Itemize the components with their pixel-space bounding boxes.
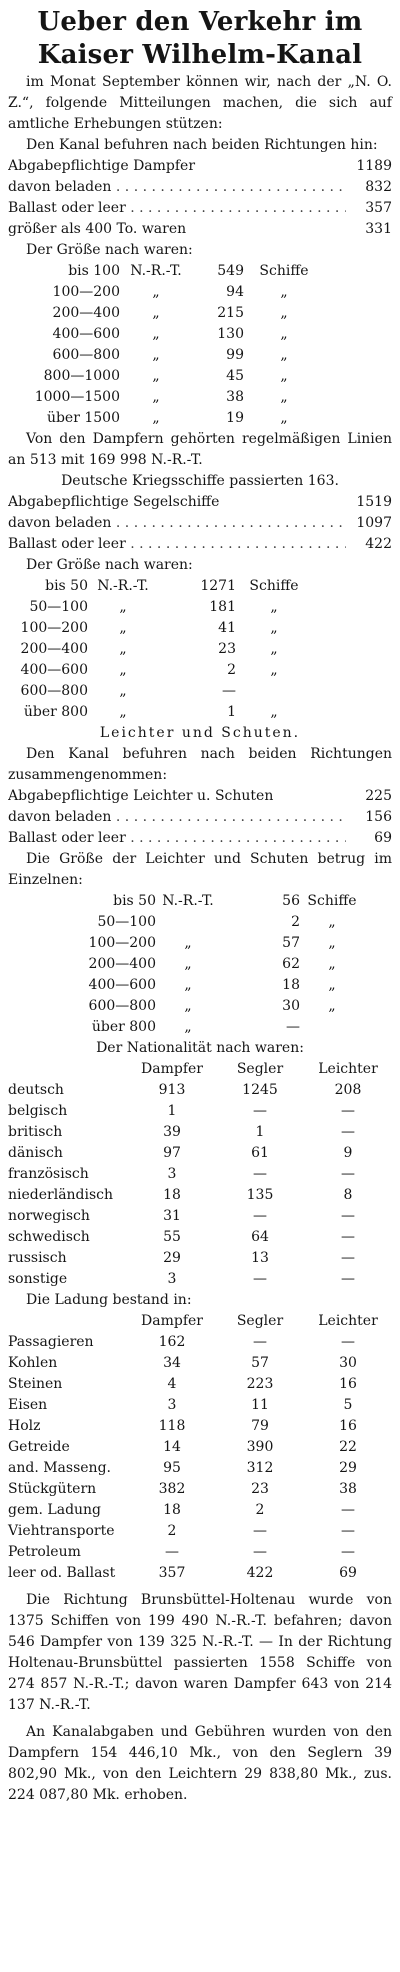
table-row [8, 1479, 392, 1500]
size-row [8, 366, 392, 387]
table-row [8, 1374, 392, 1395]
stat-label: Abgabepflichtige Leichter u. Schuten [8, 788, 274, 804]
size-unit: „ [119, 641, 127, 657]
size-row [8, 387, 392, 408]
size-range: 100—200 [20, 620, 88, 636]
cell: — [253, 1544, 267, 1560]
size-count: 2 [227, 662, 236, 678]
table-row [8, 1437, 392, 1458]
cell: 22 [339, 1439, 357, 1455]
cell: — [341, 1229, 355, 1245]
steamer-size-heading: Der Größe nach waren: [26, 242, 193, 258]
stat-value: 832 [365, 179, 392, 195]
size-suffix: „ [280, 368, 288, 384]
table-row [8, 1416, 392, 1437]
row-label: Steinen [8, 1376, 63, 1392]
size-unit: „ [152, 326, 160, 342]
cell: 135 [246, 1187, 274, 1203]
row-label: Viehtransporte [8, 1523, 115, 1539]
cell: — [253, 1208, 267, 1224]
nationality-heading: Der Nationalität nach waren: [96, 1040, 304, 1056]
cell: 64 [251, 1229, 269, 1245]
table-row [8, 1542, 392, 1563]
stat-value: 357 [365, 200, 392, 216]
size-row [8, 1017, 392, 1038]
cell: 223 [246, 1376, 274, 1392]
cell: 95 [163, 1460, 181, 1476]
cell: 97 [163, 1145, 181, 1161]
row-label: norwegisch [8, 1208, 90, 1224]
cell: 9 [343, 1145, 353, 1161]
cell: 913 [158, 1082, 186, 1098]
size-range: 200—400 [88, 956, 156, 972]
size-suffix: „ [280, 284, 288, 300]
cell: 31 [163, 1208, 181, 1224]
size-range: bis 50 [113, 893, 156, 909]
table-row [8, 1521, 392, 1542]
stat-value: 156 [365, 809, 392, 825]
size-count: 30 [282, 998, 300, 1014]
size-count: 41 [218, 620, 236, 636]
table-row [8, 1206, 392, 1227]
table-row [8, 1080, 392, 1101]
size-suffix: „ [270, 662, 278, 678]
table-row [8, 1332, 392, 1353]
sailing-rows [8, 492, 392, 555]
size-range: 600—800 [20, 683, 88, 699]
size-row [8, 996, 392, 1017]
nationality-table [8, 1059, 392, 1290]
size-row [8, 954, 392, 975]
column-header: Dampfer [141, 1061, 203, 1077]
size-row [8, 681, 392, 702]
table-row [8, 1269, 392, 1290]
size-range: 600—800 [52, 347, 120, 363]
size-count: — [286, 1019, 300, 1035]
size-row [8, 597, 392, 618]
size-count: 1 [227, 704, 236, 720]
size-count: 45 [226, 368, 244, 384]
row-label: deutsch [8, 1082, 64, 1098]
size-count: 57 [282, 935, 300, 951]
cell: 118 [158, 1418, 186, 1434]
size-row [8, 639, 392, 660]
size-row [8, 324, 392, 345]
size-range: über 800 [23, 704, 88, 720]
cell: 357 [158, 1565, 186, 1581]
cell: 16 [339, 1418, 357, 1434]
size-unit: N.-R.-T. [162, 893, 214, 909]
row-label: sonstige [8, 1271, 68, 1287]
cell: 162 [158, 1334, 186, 1350]
stat-value: 225 [365, 788, 392, 804]
cell: — [341, 1250, 355, 1266]
stat-row [8, 534, 392, 555]
lighter-size-heading: Die Größe der Leichter und Schuten betrug im Einzelnen: [8, 851, 392, 888]
stat-value: 331 [365, 221, 392, 237]
stat-row [8, 198, 392, 219]
size-suffix: „ [328, 935, 336, 951]
column-header: Segler [236, 1061, 284, 1077]
size-count: 1271 [200, 578, 236, 594]
size-row [8, 912, 392, 933]
size-unit [156, 912, 220, 933]
both-directions-heading: Den Kanal befuhren nach beiden Richtungen hin: [26, 137, 378, 153]
cell: 16 [339, 1376, 357, 1392]
size-count: 99 [226, 347, 244, 363]
row-label: leer od. Ballast [8, 1565, 116, 1581]
size-suffix: „ [328, 956, 336, 972]
title-line-1: Ueber den Verkehr im [37, 7, 363, 37]
cell: — [253, 1166, 267, 1182]
size-range: 50—100 [29, 599, 88, 615]
cell: 8 [343, 1187, 353, 1203]
size-suffix: Schiffe [259, 263, 309, 279]
stat-value: 1189 [356, 158, 392, 174]
size-count: 549 [217, 263, 244, 279]
size-range: 400—600 [20, 662, 88, 678]
size-row [8, 660, 392, 681]
size-count: 215 [217, 305, 244, 321]
size-unit: „ [152, 389, 160, 405]
size-suffix: „ [270, 704, 278, 720]
cell: 2 [167, 1523, 177, 1539]
row-label: gem. Ladung [8, 1502, 102, 1518]
row-label: Eisen [8, 1397, 48, 1413]
cell: 422 [246, 1565, 274, 1581]
cargo-table [8, 1311, 392, 1584]
cell: 1 [167, 1103, 177, 1119]
cell: — [253, 1523, 267, 1539]
sailing-size-heading: Der Größe nach waren: [26, 557, 193, 573]
cell: 29 [163, 1250, 181, 1266]
table-row [8, 1164, 392, 1185]
size-range: 200—400 [20, 641, 88, 657]
cargo-heading: Die Ladung bestand in: [26, 1292, 192, 1308]
size-unit: „ [119, 599, 127, 615]
row-label: dänisch [8, 1145, 63, 1161]
cell: 14 [163, 1439, 181, 1455]
cell: — [165, 1544, 179, 1560]
table-row [8, 1458, 392, 1479]
cell: 4 [167, 1376, 177, 1392]
cell: 79 [251, 1418, 269, 1434]
size-row [8, 261, 392, 282]
row-label: Holz [8, 1418, 41, 1434]
size-row [8, 576, 392, 597]
size-suffix: „ [280, 389, 288, 405]
size-unit: „ [119, 662, 127, 678]
row-label: britisch [8, 1124, 63, 1140]
cell: 38 [339, 1481, 357, 1497]
table-row [8, 1248, 392, 1269]
cell: 61 [251, 1145, 269, 1161]
size-count: 56 [282, 893, 300, 909]
stat-value: 1097 [356, 515, 392, 531]
table-header [8, 1059, 392, 1080]
table-row [8, 1500, 392, 1521]
size-range: über 800 [91, 1019, 156, 1035]
sailing-size-table [8, 576, 392, 723]
size-count: 62 [282, 956, 300, 972]
size-count: 18 [282, 977, 300, 993]
size-unit: „ [152, 305, 160, 321]
cell: — [341, 1124, 355, 1140]
cell: 382 [158, 1481, 186, 1497]
cell: 2 [255, 1502, 265, 1518]
cell: — [341, 1502, 355, 1518]
table-row [8, 1395, 392, 1416]
column-header: Leichter [318, 1061, 378, 1077]
size-unit: „ [184, 935, 192, 951]
stat-row [8, 786, 392, 807]
intro-paragraph: im Monat September können wir, nach der „N. O. Z.“, folgende Mitteilungen machen, die sich auf amtliche Erhebungen stützen: [8, 74, 392, 132]
cell: — [341, 1334, 355, 1350]
stat-row [8, 513, 392, 534]
title-line-2: Kaiser Wilhelm-Kanal [37, 40, 363, 70]
size-range: 100—200 [88, 935, 156, 951]
cell: 34 [163, 1355, 181, 1371]
row-label: Getreide [8, 1439, 70, 1455]
table-row [8, 1101, 392, 1122]
column-header: Segler [236, 1313, 284, 1329]
table-row [8, 1353, 392, 1374]
table-row [8, 1563, 392, 1584]
cell: — [253, 1271, 267, 1287]
size-count: 130 [217, 326, 244, 342]
cell: — [253, 1103, 267, 1119]
size-unit: „ [152, 284, 160, 300]
cell: 55 [163, 1229, 181, 1245]
size-range: bis 100 [68, 263, 120, 279]
warships-note: Deutsche Kriegsschiffe passierten 163. [61, 473, 339, 489]
stat-label: Ballast oder leer . . . [8, 198, 346, 219]
size-range: 1000—1500 [34, 389, 120, 405]
size-row [8, 408, 392, 429]
size-row [8, 702, 392, 723]
size-count: 94 [226, 284, 244, 300]
cell: — [341, 1523, 355, 1539]
column-header: Leichter [318, 1313, 378, 1329]
size-unit: „ [184, 956, 192, 972]
lighters-heading: Leichter und Schuten. [99, 725, 301, 741]
size-range: 400—600 [88, 977, 156, 993]
size-range: 600—800 [88, 998, 156, 1014]
size-suffix: Schiffe [307, 893, 357, 909]
stat-row [8, 156, 392, 177]
size-count: — [222, 683, 236, 699]
cell: — [341, 1166, 355, 1182]
table-header [8, 1311, 392, 1332]
cell: 3 [167, 1166, 177, 1182]
row-label: Passagieren [8, 1334, 94, 1350]
cell: 208 [334, 1082, 362, 1098]
size-row [8, 303, 392, 324]
direction-paragraph: Die Richtung Brunsbüttel-Holtenau wurde von 1375 Schiffen von 199 490 N.-R.-T. befahren; davon 546 Dampfer von 139 325 N.-R.-T. — In der Richtung Holtenau-Brunsbüttel passierten 1558 Schiffe von 274 857 N.-R.-T.; davon waren Dampfer 643 von 214 137 N.-R.-T. [8, 1592, 392, 1713]
size-row [8, 345, 392, 366]
size-suffix: „ [328, 998, 336, 1014]
cell: — [341, 1271, 355, 1287]
size-row [8, 933, 392, 954]
size-count: 38 [226, 389, 244, 405]
lighter-rows [8, 786, 392, 849]
cell: 390 [246, 1439, 274, 1455]
row-label: niederländisch [8, 1187, 114, 1203]
cell: 312 [246, 1460, 274, 1476]
stat-label: davon beladen . . . [8, 513, 346, 534]
stat-label: Abgabepflichtige Dampfer [8, 158, 196, 174]
size-unit: „ [119, 683, 127, 699]
row-label: schwedisch [8, 1229, 90, 1245]
lighters-intro: Den Kanal befuhren nach beiden Richtungen zusammengenommen: [8, 746, 392, 783]
size-range: 800—1000 [43, 368, 120, 384]
row-label: Petroleum [8, 1544, 81, 1560]
cell: 11 [251, 1397, 269, 1413]
lighter-size-table [8, 891, 392, 1038]
cell: 5 [343, 1397, 353, 1413]
cell: 3 [167, 1397, 177, 1413]
cell: — [253, 1334, 267, 1350]
size-unit: „ [119, 704, 127, 720]
stat-value: 1519 [356, 494, 392, 510]
cell: 29 [339, 1460, 357, 1476]
cell: — [341, 1103, 355, 1119]
size-range: über 1500 [46, 410, 120, 426]
fees-paragraph: An Kanalabgaben und Gebühren wurden von den Dampfern 154 446,10 Mk., von den Seglern 39 802,90 Mk., von den Leichtern 29 838,80 Mk., zus. 224 087,80 Mk. erhoben. [8, 1724, 392, 1803]
size-count: 19 [226, 410, 244, 426]
size-suffix: „ [328, 914, 336, 930]
row-label: Kohlen [8, 1355, 58, 1371]
size-unit: „ [184, 1019, 192, 1035]
cell: 23 [251, 1481, 269, 1497]
size-suffix: „ [270, 620, 278, 636]
table-row [8, 1185, 392, 1206]
row-label: belgisch [8, 1103, 68, 1119]
liner-note: Von den Dampfern gehörten regelmäßigen Linien an 513 mit 169 998 N.-R.-T. [8, 431, 392, 468]
size-unit: „ [119, 620, 127, 636]
size-count: 181 [209, 599, 236, 615]
stat-row [8, 807, 392, 828]
cell: 18 [163, 1187, 181, 1203]
table-row [8, 1122, 392, 1143]
cell: — [341, 1208, 355, 1224]
article [8, 0, 392, 1806]
table-row [8, 1143, 392, 1164]
cell: 1 [255, 1124, 265, 1140]
stat-label: davon beladen . . . [8, 807, 346, 828]
size-row [8, 282, 392, 303]
table-row [8, 1227, 392, 1248]
size-unit: „ [152, 368, 160, 384]
stat-row [8, 177, 392, 198]
size-suffix: „ [280, 347, 288, 363]
size-suffix: „ [280, 410, 288, 426]
stat-label: Ballast oder leer . . . [8, 828, 346, 849]
size-range: 50—100 [97, 914, 156, 930]
cell: 1245 [242, 1082, 278, 1098]
size-unit: N.-R.-T. [97, 578, 149, 594]
size-range: 100—200 [52, 284, 120, 300]
stat-label: davon beladen . . . [8, 177, 346, 198]
size-row [8, 891, 392, 912]
cell: 18 [163, 1502, 181, 1518]
size-unit: „ [152, 410, 160, 426]
size-suffix: „ [280, 326, 288, 342]
size-suffix: „ [270, 641, 278, 657]
size-suffix: „ [328, 977, 336, 993]
size-range: 400—600 [52, 326, 120, 342]
size-count: 2 [291, 914, 300, 930]
stat-value: 69 [374, 830, 392, 846]
size-range: bis 50 [45, 578, 88, 594]
size-count: 23 [218, 641, 236, 657]
size-suffix: „ [280, 305, 288, 321]
row-label: and. Masseng. [8, 1460, 111, 1476]
cell: 69 [339, 1565, 357, 1581]
column-header: Dampfer [141, 1313, 203, 1329]
size-row [8, 975, 392, 996]
cell: 13 [251, 1250, 269, 1266]
cell: 30 [339, 1355, 357, 1371]
size-suffix: Schiffe [249, 578, 299, 594]
cell: 39 [163, 1124, 181, 1140]
size-suffix [300, 1017, 364, 1038]
stat-row [8, 828, 392, 849]
stat-value: 422 [365, 536, 392, 552]
row-label: russisch [8, 1250, 67, 1266]
size-unit: N.-R.-T. [130, 263, 182, 279]
size-row [8, 618, 392, 639]
row-label: Stückgütern [8, 1481, 97, 1497]
steamer-rows [8, 156, 392, 240]
size-unit: „ [184, 998, 192, 1014]
stat-row [8, 219, 392, 240]
cell: 3 [167, 1271, 177, 1287]
stat-label: größer als 400 To. waren [8, 221, 187, 237]
size-suffix: „ [270, 599, 278, 615]
stat-row [8, 492, 392, 513]
row-label: französisch [8, 1166, 89, 1182]
cell: — [341, 1544, 355, 1560]
stat-label: Ballast oder leer . . . [8, 534, 346, 555]
size-unit: „ [152, 347, 160, 363]
size-range: 200—400 [52, 305, 120, 321]
cell: 57 [251, 1355, 269, 1371]
size-suffix [236, 681, 312, 702]
size-unit: „ [184, 977, 192, 993]
stat-label: Abgabepflichtige Segelschiffe [8, 494, 220, 510]
steamer-size-table [8, 261, 392, 429]
